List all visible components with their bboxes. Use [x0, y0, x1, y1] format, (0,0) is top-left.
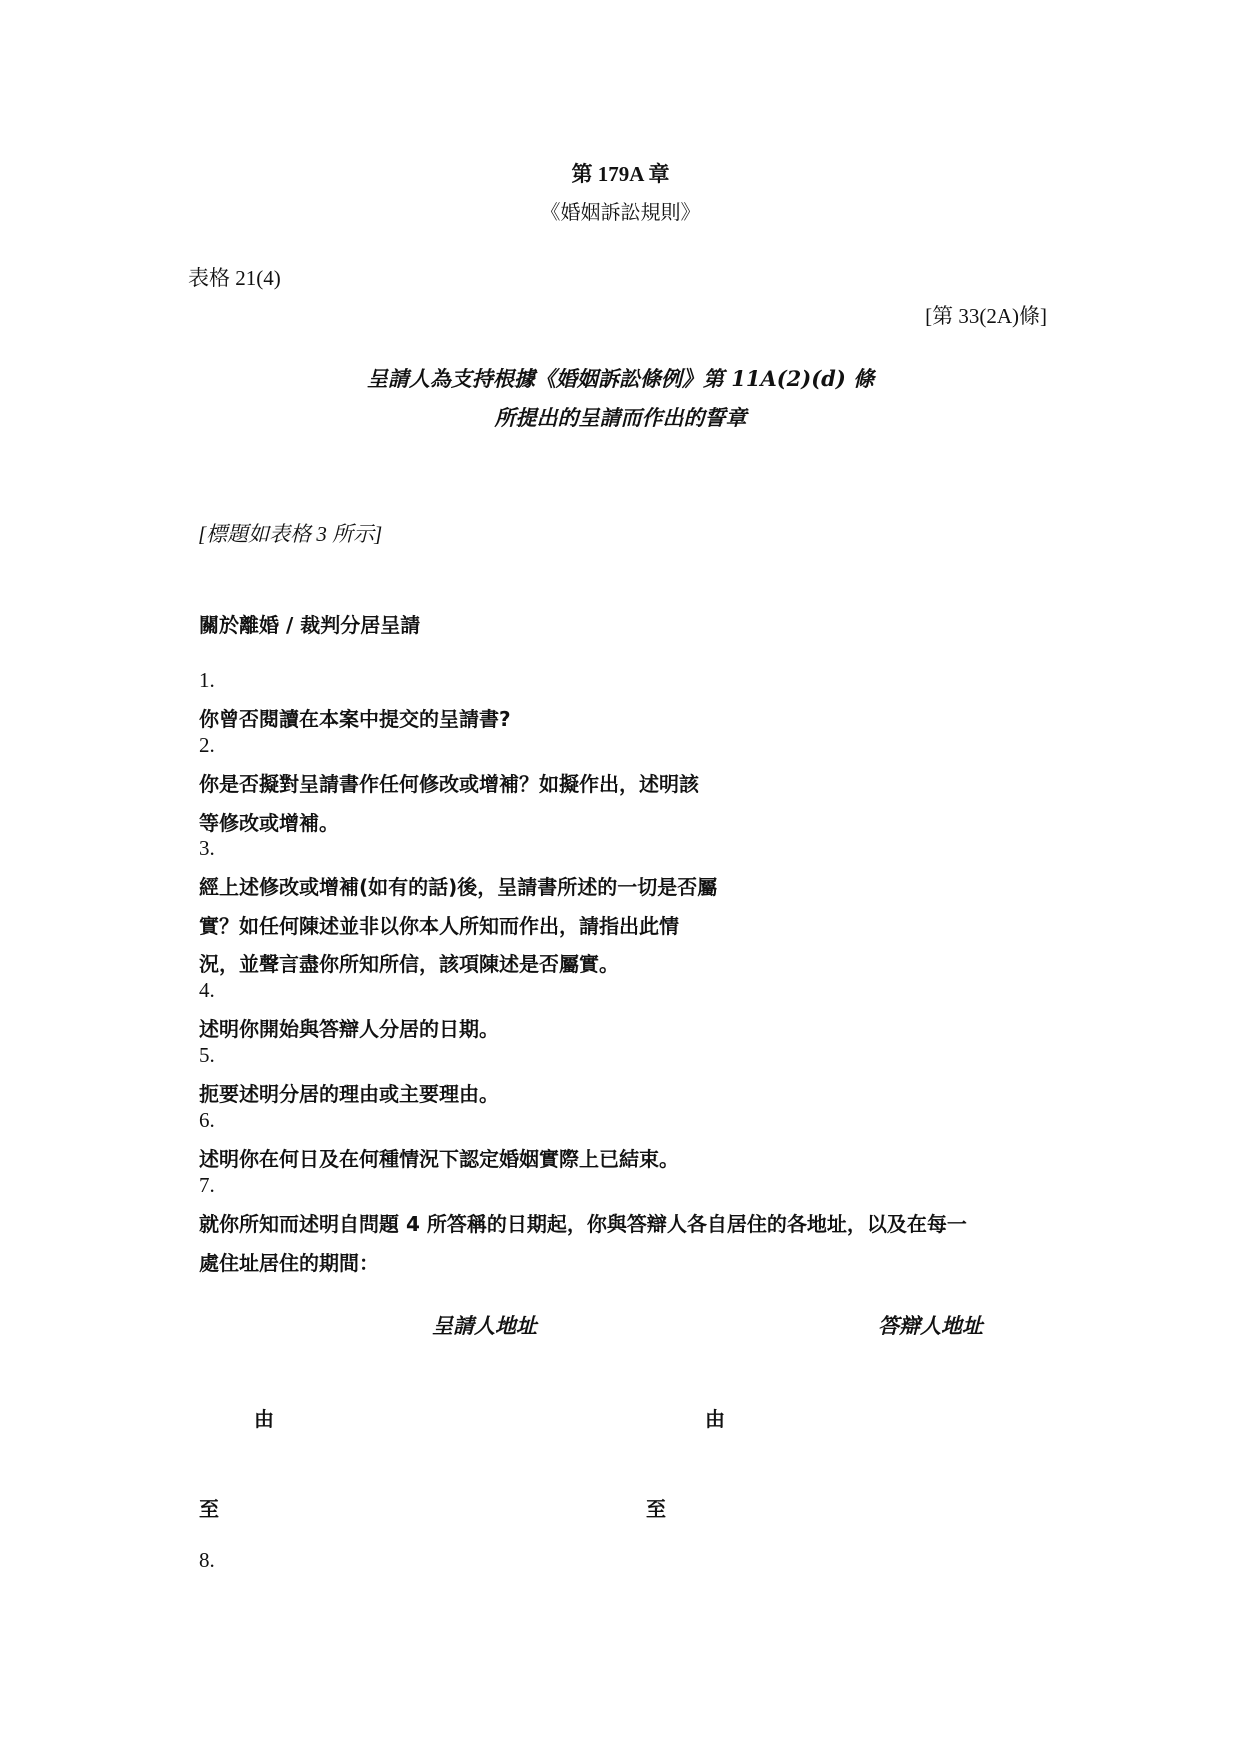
question-6-text-line1: 述明你在何日及在何種情況下認定婚姻實際上已結束。 — [199, 1147, 679, 1171]
question-3-text-line3: 況，並聲言盡你所知所信，該項陳述是否屬實。 — [199, 952, 619, 976]
petition-subheading: 關於離婚 / 裁判分居呈請 — [199, 613, 421, 637]
petitioner-from-label: 由 — [254, 1407, 274, 1431]
petitioner-address-header: 呈請人地址 — [432, 1313, 537, 1338]
respondent-from-label: 由 — [705, 1407, 725, 1431]
caption-note: [標題如表格 3 所示] — [198, 522, 383, 546]
question-6-number: 6. — [199, 1108, 215, 1132]
question-4-number: 4. — [199, 978, 215, 1002]
question-7-text-line2: 處住址居住的期間： — [199, 1251, 379, 1275]
question-5-number: 5. — [199, 1043, 215, 1067]
question-3-number: 3. — [199, 836, 215, 860]
question-2-text-line2: 等修改或增補。 — [199, 811, 339, 835]
question-3-text-line1: 經上述修改或增補(如有的話)後，呈請書所述的一切是否屬 — [199, 875, 718, 899]
question-1-text-line1: 你曾否閱讀在本案中提交的呈請書? — [199, 707, 511, 731]
question-2-text-line1: 你是否擬對呈請書作任何修改或增補？如擬作出，述明該 — [199, 772, 699, 796]
question-4-text-line1: 述明你開始與答辯人分居的日期。 — [199, 1017, 499, 1041]
respondent-address-header: 答辯人地址 — [878, 1313, 983, 1338]
chapter-number: 第 179A 章 — [571, 162, 670, 186]
question-7-text-line1: 就你所知而述明自問題 4 所答稱的日期起，你與答辯人各自居住的各地址，以及在每一 — [199, 1212, 967, 1236]
section-reference: [第 33(2A)條] — [925, 304, 1047, 328]
form-heading-line2: 所提出的呈請而作出的誓章 — [494, 405, 747, 430]
question-2-number: 2. — [199, 733, 215, 757]
question-8-number: 8. — [199, 1548, 215, 1572]
question-3-text-line2: 實？如任何陳述並非以你本人所知而作出，請指出此情 — [199, 914, 679, 938]
regulation-title: 《婚姻訴訟規則》 — [540, 200, 701, 224]
respondent-to-label: 至 — [646, 1497, 666, 1521]
form-heading-line1: 呈請人為支持根據《婚姻訴訟條例》第 11A(2)(d) 條 — [366, 366, 875, 391]
petitioner-to-label: 至 — [199, 1497, 219, 1521]
question-1-number: 1. — [199, 668, 215, 692]
question-7-number: 7. — [199, 1173, 215, 1197]
question-5-text-line1: 扼要述明分居的理由或主要理由。 — [199, 1082, 499, 1106]
form-number: 表格 21(4) — [188, 266, 281, 290]
